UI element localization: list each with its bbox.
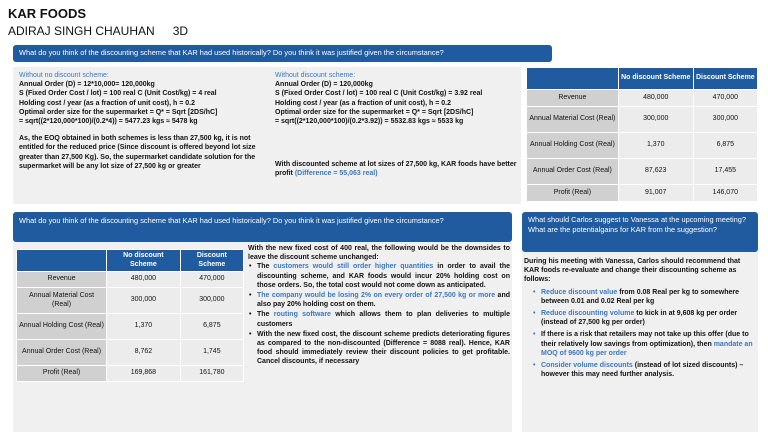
row-label: Profit (Real) [17,366,107,382]
row-label: Annual Material Cost (Real) [17,288,107,314]
cell: 1,745 [180,340,243,366]
table-row [527,185,758,202]
row-label: Annual Holding Cost (Real) [17,314,107,340]
calc-line: = sqrt((2*120,000*100)/(0.2*4)) = 5477.23 kgs ≈ 5478 kg [19,118,198,126]
downsides-intro: With the new fixed cost of 400 real, the following would be the downsides to leave the discount scheme unchanged: [248,245,510,262]
list-item: • If there is a risk that retailers may not take up this offer (due to their relatively low savings from optimization), then mandate an MOQ of 9600 kg per order [532,330,756,358]
calc-line: Annual Order (D) = 12*10,000= 120,000kg [19,81,155,89]
list-item: • Reduce discounting volume to kick in at 9,608 kg per order (instead of 27,500 kg per order) [532,309,756,327]
cell: 146,070 [693,185,757,202]
section-label: 3D [172,24,189,38]
discount-calc [275,71,520,179]
cell: 470,000 [693,90,757,107]
row-label: Revenue [527,90,619,107]
profit-text: With discounted scheme at lot sizes of 27,500 kg, KAR foods have better profit [275,161,517,178]
table-row [17,366,244,382]
list-item: • The customers would still order higher quantities in order to avail the discounting scheme, and KAR foods would incur 20% holding cost on those orders. So, the total cost would not come down as anticipated. [248,262,510,290]
cell: 480,000 [107,272,181,288]
discount-heading: Without discount scheme: [275,72,356,79]
table-row [527,133,758,159]
calc-line: Holding cost / year (as a fraction of unit cost), h = 0.2 [275,99,452,107]
table-header [527,68,619,90]
list-item: • The routing software which allows them to plan deliveries to multiple customers [248,310,510,328]
row-label: Annual Material Cost (Real) [527,107,619,133]
cell: 1,370 [107,314,181,340]
author-name: ADIRAJ SINGH CHAUHAN [8,24,155,38]
calc-line: S (Fixed Order Cost / lot) = 100 real C (Unit Cost/kg) = 3.92 real [275,90,483,98]
comparison-table-1 [526,67,758,202]
row-label: Annual Order Cost (Real) [17,340,107,366]
cell: 6,875 [693,133,757,159]
row-label: Annual Order Cost (Real) [527,159,619,185]
row-label: Annual Holding Cost (Real) [527,133,619,159]
table-row [527,90,758,107]
table-row [527,159,758,185]
no-discount-calc [19,71,264,171]
cell: 161,780 [180,366,243,382]
profit-difference: (Difference = 55,063 real) [294,170,378,178]
profit-conclusion [275,160,520,178]
suggestion-text [524,257,756,380]
table-header: Discount Scheme [180,250,243,272]
list-item: • The company would be losing 2% on every order of 27,500 kg or more and also pay 20% holding cost on them. [248,291,510,309]
list-item: • Consider volume discounts (instead of lot sized discounts) – however this may need further analysis. [532,361,756,379]
list-item: • Reduce discount value from 0.08 Real per kg to somewhere between 0.01 and 0.02 Real per kg [532,288,756,306]
comparison-table-2 [16,249,244,382]
cell: 169,868 [107,366,181,382]
row-label: Profit (Real) [527,185,619,202]
table-row [17,340,244,366]
table-header: No discount Scheme [618,68,693,90]
table-row [17,288,244,314]
table-row [527,107,758,133]
cell: 87,623 [618,159,693,185]
cell: 300,000 [618,107,693,133]
list-item: • With the new fixed cost, the discount scheme predicts deteriorating figures as compared to the non-discounted (Difference = 8088 real). Hence, KAR food should immediately review their discount policies to get profitable. Cancel discounts, if necessary [248,330,510,367]
calc-line: S (Fixed Order Cost / lot) = 100 real C (Unit Cost/kg) = 4 real [19,90,217,98]
table-header: No discount Scheme [107,250,181,272]
calc-line: Optimal order size for the supermarket = Q* = Sqrt [2DS/hC] [19,108,218,116]
question-bar-1: What do you think of the discounting scheme that KAR had used historically? Do you think it was justified given the circumstance? [13,45,552,62]
downsides-text [248,244,510,368]
cell: 470,000 [180,272,243,288]
suggestion-intro: During his meeting with Vanessa, Carlos should recommend that KAR foods re-evaluate and change their discounting scheme as follows: [524,258,741,284]
cell: 300,000 [693,107,757,133]
table-header: Discount Scheme [693,68,757,90]
no-discount-heading: Without no discount scheme: [19,72,109,79]
table-header [17,250,107,272]
cell: 300,000 [180,288,243,314]
company-title: KAR FOODS [8,6,86,21]
row-label: Revenue [17,272,107,288]
eoq-conclusion: As, the EOQ obtained in both schemes is less than 27,500 kg, it is not entitled for the reduced price (Since discount is offered beyond lot size greater than 27,500 Kg). So, the supermarket candidate solution for the supermarket will be any lot size of 27,500 kg or greater [19,135,256,170]
calc-line: Holding cost / year (as a fraction of unit cost), h = 0.2 [19,99,196,107]
author-line [8,24,188,38]
question-bar-2: What do you think of the discounting scheme that KAR had used historically? Do you think it was justified given the circumstance? [13,212,512,242]
suggestion-list [524,288,756,380]
calc-line: Optimal order size for the supermarket = Q* = Sqrt [2DS/hC] [275,108,474,116]
cell: 300,000 [107,288,181,314]
cell: 1,370 [618,133,693,159]
cell: 6,875 [180,314,243,340]
cell: 17,455 [693,159,757,185]
downsides-list [248,262,510,366]
cell: 480,000 [618,90,693,107]
calc-line: = sqrt((2*120,000*100)/(0.2*3.92)) = 5532.83 kgs ≈ 5533 kg [275,118,464,126]
cell: 8,762 [107,340,181,366]
question-bar-3: What should Carlos suggest to Vanessa at the upcoming meeting? What are the potentialgains for KAR from the suggestion? [522,212,758,252]
cell: 91,007 [618,185,693,202]
calc-line: Annual Order (D) = 120,000kg [275,81,373,89]
table-row [17,314,244,340]
table-row [17,272,244,288]
